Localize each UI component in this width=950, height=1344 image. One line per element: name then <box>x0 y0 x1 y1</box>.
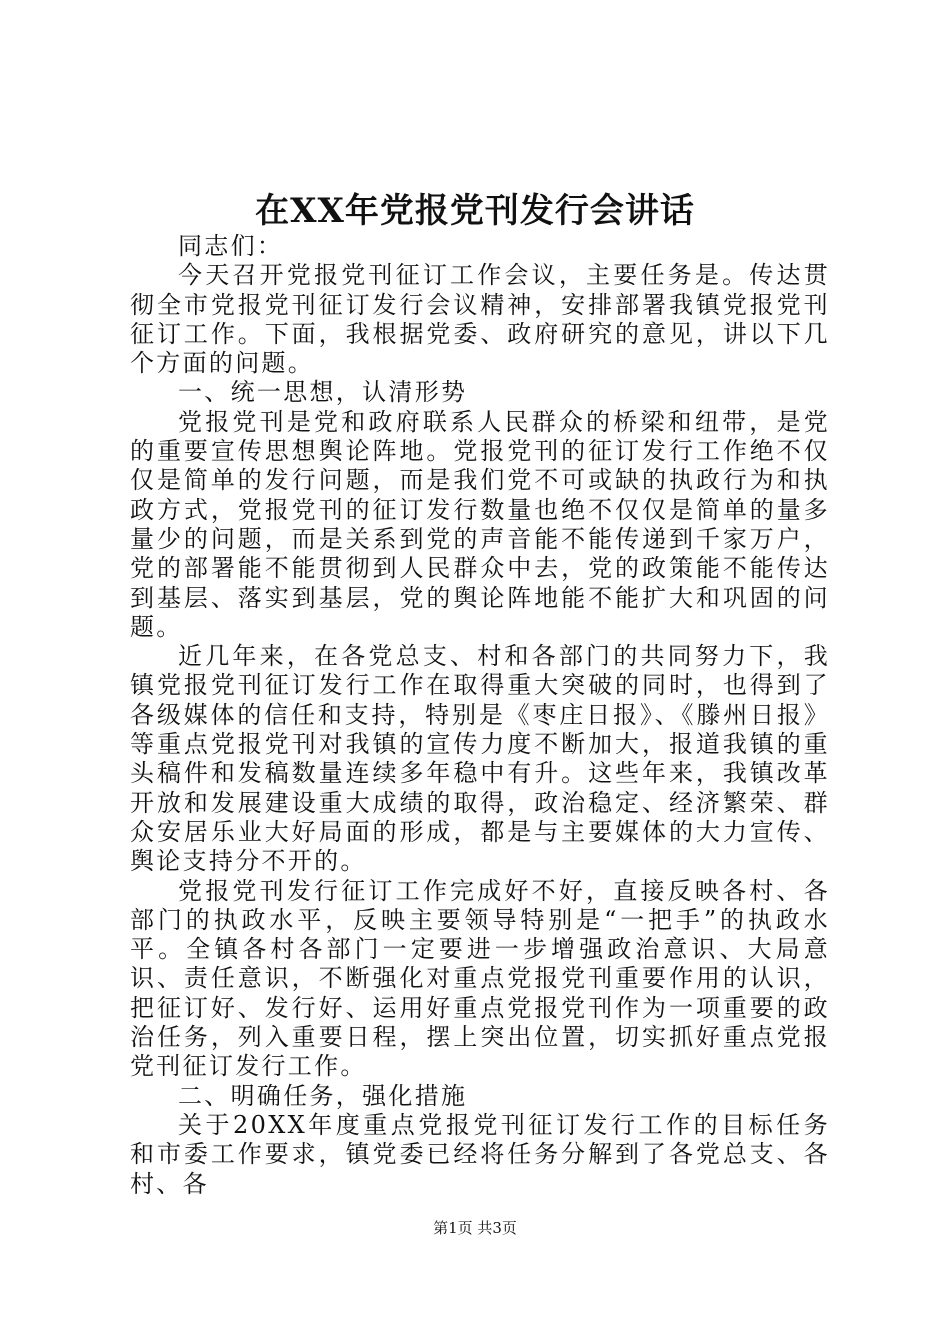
paragraph: 党报党刊是党和政府联系人民群众的桥梁和纽带，是党的重要宣传思想舆论阵地。党报党刊的征订发行工作绝不仅仅是简单的发行问题，而是我们党不可或缺的执政行为和执政方式，党报党刊的征订发行数量也绝不仅仅是简单的量多量少的问题，而是关系到党的声音能不能传递到千家万户，党的部署能不能贯彻到人民群众中去，党的政策能不能传达到基层、落实到基层，党的舆论阵地能不能扩大和巩固的问题。 <box>130 407 830 641</box>
section-heading-2: 二、明确任务，强化措施 <box>178 1081 468 1110</box>
page-number-footer: 第1页 共3页 <box>433 1219 517 1237</box>
document-title: 在XX年党报党刊发行会讲话 <box>255 191 695 231</box>
paragraph: 近几年来，在各党总支、村和各部门的共同努力下，我镇党报党刊征订发行工作在取得重大突破的同时，也得到了各级媒体的信任和支持，特别是《枣庄日报》、《滕州日报》等重点党报党刊对我镇的宣传力度不断加大，报道我镇的重头稿件和发稿数量连续多年稳中有升。这些年来，我镇改革开放和发展建设重大成绩的取得，政治稳定、经济繁荣、群众安居乐业大好局面的形成，都是与主要媒体的大力宣传、舆论支持分不开的。 <box>130 642 830 876</box>
salutation: 同志们： <box>178 232 284 260</box>
document-body <box>130 232 830 1199</box>
paragraph: 关于20XX年度重点党报党刊征订发行工作的目标任务和市委工作要求，镇党委已经将任务分解到了各党总支、各村、各 <box>130 1110 830 1198</box>
section-heading-1: 一、统一思想，认清形势 <box>178 378 468 407</box>
paragraph: 党报党刊发行征订工作完成好不好，直接反映各村、各部门的执政水平，反映主要领导特别是“一把手”的执政水平。全镇各村各部门一定要进一步增强政治意识、大局意识、责任意识，不断强化对重点党报党刊重要作用的认识，把征订好、发行好、运用好重点党报党刊作为一项重要的政治任务，列入重要日程，摆上突出位置，切实抓好重点党报党刊征订发行工作。 <box>130 876 830 1081</box>
paragraph-intro: 今天召开党报党刊征订工作会议，主要任务是。传达贯彻全市党报党刊征订发行会议精神，安排部署我镇党报党刊征订工作。下面，我根据党委、政府研究的意见，讲以下几个方面的问题。 <box>130 261 830 378</box>
